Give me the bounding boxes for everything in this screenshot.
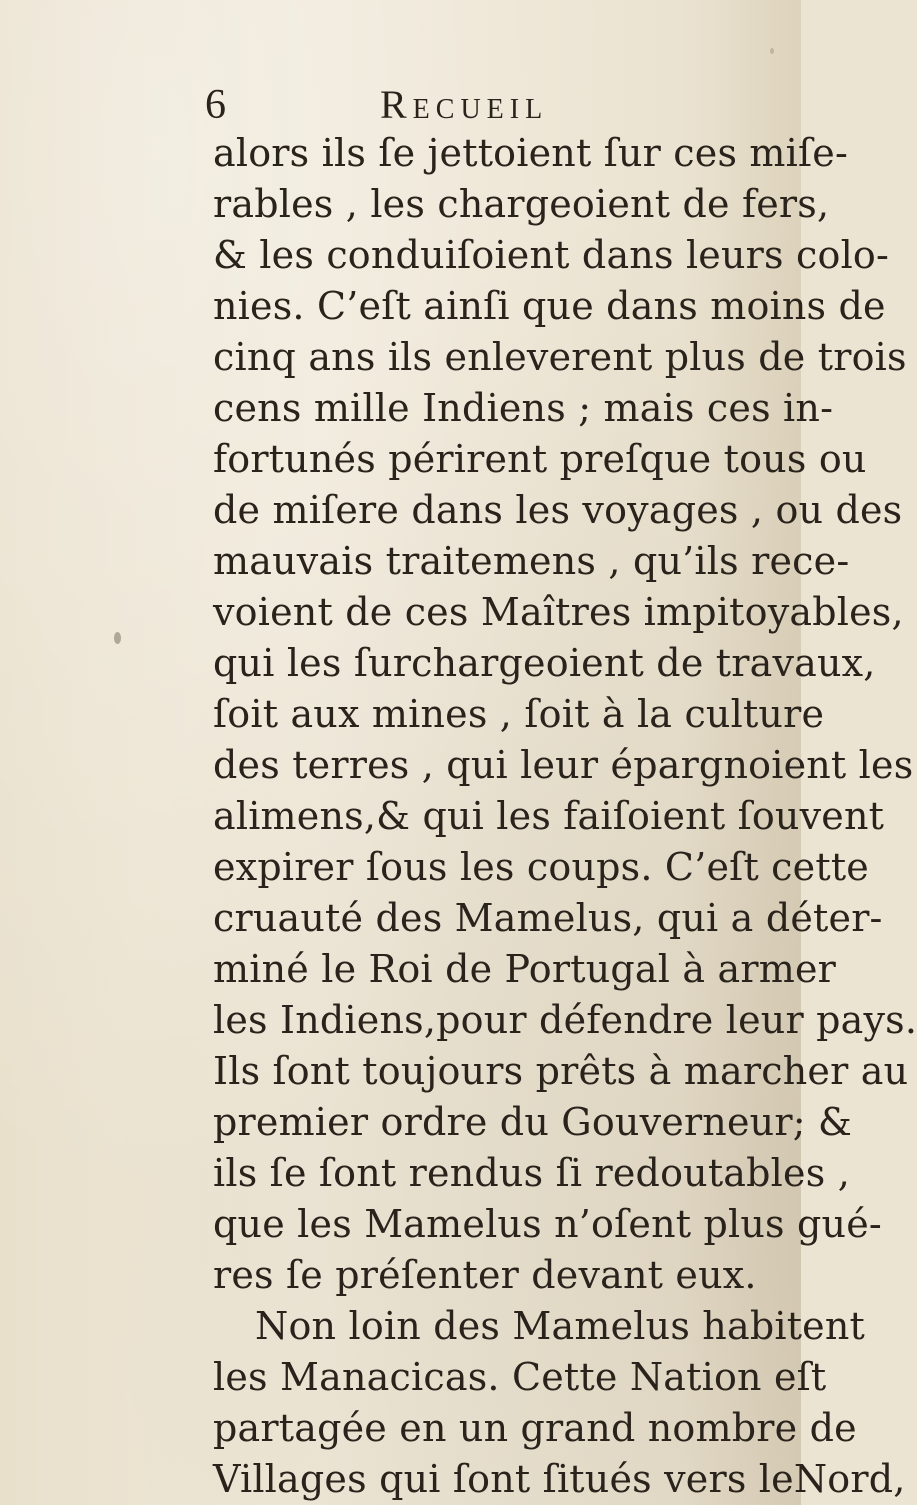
text-line: premier ordre du Gouverneur; &: [213, 1100, 853, 1144]
text-line: cruauté des Mamelus, qui a déter-: [213, 896, 883, 940]
text-line: expirer ſous les coups. C’eſt cette: [213, 845, 869, 889]
text-line: ſoit aux mines , ſoit à la culture: [213, 692, 825, 736]
text-line: mauvais traitemens , qu’ils rece-: [213, 539, 850, 583]
text-line: de miſere dans les voyages , ou des: [213, 488, 903, 532]
text-line: cens mille Indiens ; mais ces in-: [213, 386, 834, 430]
ink-mark: [114, 632, 121, 644]
text-line: fortunés périrent preſque tous ou: [213, 437, 867, 481]
text-line: alors ils ſe jettoient ſur ces miſe-: [213, 131, 849, 175]
text-line: Non loin des Mamelus habitent: [255, 1304, 866, 1348]
text-line: que les Mamelus n’oſent plus gué-: [213, 1202, 882, 1246]
text-line: rables , les chargeoient de fers,: [213, 182, 830, 226]
text-line: partagée en un grand nombre de: [213, 1406, 857, 1450]
ink-mark: [770, 48, 774, 54]
text-line: des terres , qui leur épargnoient les: [213, 743, 914, 787]
text-line: ils ſe ſont rendus ſi redoutables ,: [213, 1151, 850, 1195]
body-text: [213, 128, 917, 1505]
text-line: nies. C’eſt ainſi que dans moins de: [213, 284, 886, 328]
text-line: Villages qui ſont ſitués vers leNord,: [213, 1457, 906, 1501]
running-head: Recueil: [380, 82, 549, 127]
text-line: les Indiens,pour défendre leur pays.: [213, 998, 917, 1042]
text-line: & les conduiſoient dans leurs colo-: [213, 233, 890, 277]
text-line: Ils ſont toujours prêts à marcher au: [213, 1049, 909, 1093]
text-line: alimens,& qui les faiſoient ſouvent: [213, 794, 885, 838]
page-number: 6: [205, 82, 226, 128]
text-line: qui les ſurchargeoient de travaux,: [213, 641, 876, 685]
text-line: miné le Roi de Portugal à armer: [213, 947, 837, 991]
page-header: [205, 78, 765, 132]
text-line: les Manacicas. Cette Nation eſt: [213, 1355, 827, 1399]
text-line: cinq ans ils enleverent plus de trois: [213, 335, 907, 379]
text-line: res ſe préſenter devant eux.: [213, 1253, 757, 1297]
text-line: voient de ces Maîtres impitoyables,: [213, 590, 904, 634]
